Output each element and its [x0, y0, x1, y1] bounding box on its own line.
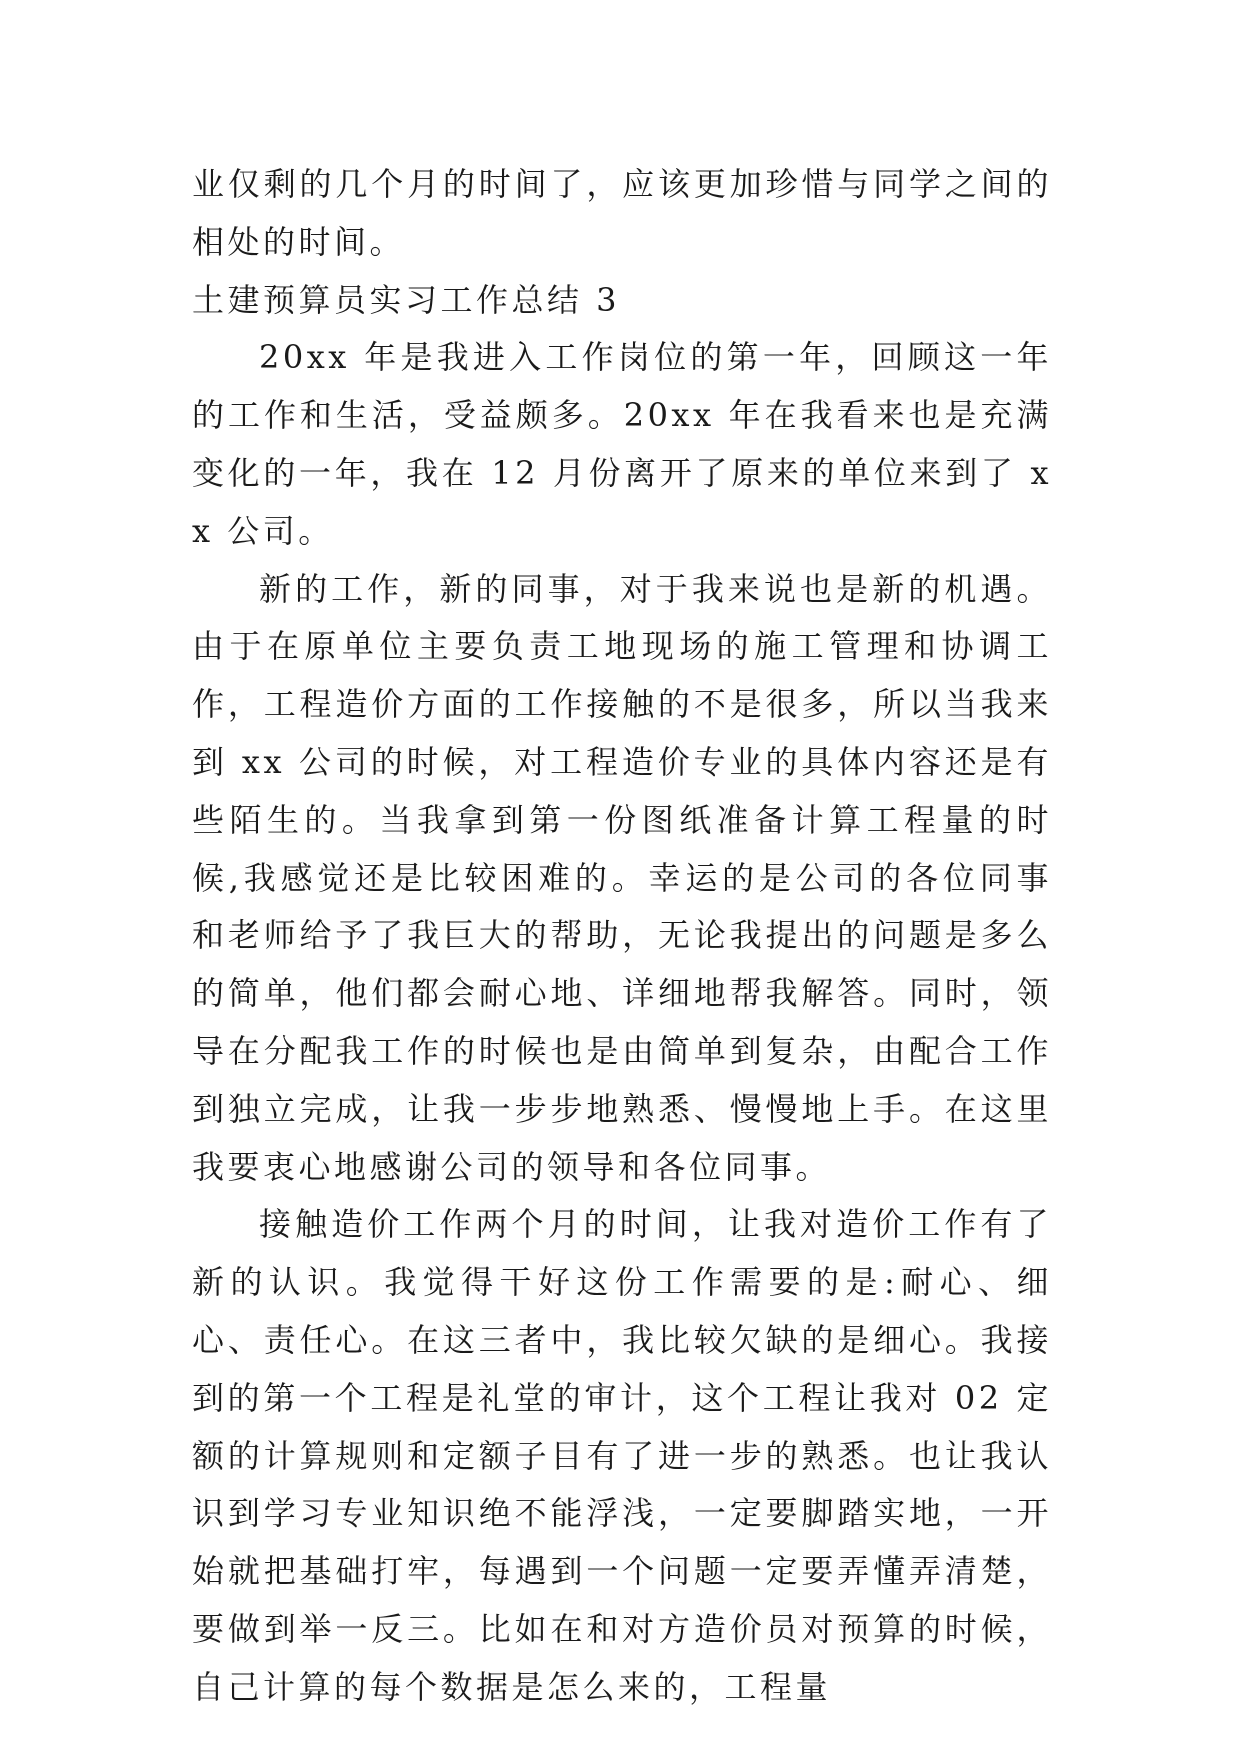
paragraph-1: 20xx 年是我进入工作岗位的第一年，回顾这一年的工作和生活，受益颇多。20xx 年在我看来也是充满变化的一年，我在 12 月份离开了原来的单位来到了 xx 公司。 — [192, 338, 1052, 550]
continued-paragraph: 业仅剩的几个月的时间了，应该更加珍惜与同学之间的相处的时间。 — [192, 165, 1052, 261]
document-body — [192, 156, 1052, 1717]
section-heading: 土建预算员实习工作总结 3 — [192, 280, 621, 319]
paragraph-3: 接触造价工作两个月的时间，让我对造价工作有了新的认识。我觉得干好这份工作需要的是:耐心、细心、责任心。在这三者中，我比较欠缺的是细心。我接到的第一个工程是礼堂的审计，这个工程让我对 02 定额的计算规则和定额子目有了进一步的熟悉。也让我认识到学习专业知识绝不能浮浅，一定要脚踏实地，一开始就把基础打牢，每遇到一个问题一定要弄懂弄清楚，要做到举一反三。比如在和对方造价员对预算的时候，自己计算的每个数据是怎么来的，工程量 — [192, 1205, 1052, 1706]
paragraph-2: 新的工作，新的同事，对于我来说也是新的机遇。由于在原单位主要负责工地现场的施工管理和协调工作，工程造价方面的工作接触的不是很多，所以当我来到 xx 公司的时候，对工程造价专业的具体内容还是有些陌生的。当我拿到第一份图纸准备计算工程量的时候,我感觉还是比较困难的。幸运的是公司的各位同事和老师给予了我巨大的帮助，无论我提出的问题是多么的简单，他们都会耐心地、详细地帮我解答。同时，领导在分配我工作的时候也是由简单到复杂，由配合工作到独立完成，让我一步步地熟悉、慢慢地上手。在这里我要衷心地感谢公司的领导和各位同事。 — [192, 569, 1052, 1186]
